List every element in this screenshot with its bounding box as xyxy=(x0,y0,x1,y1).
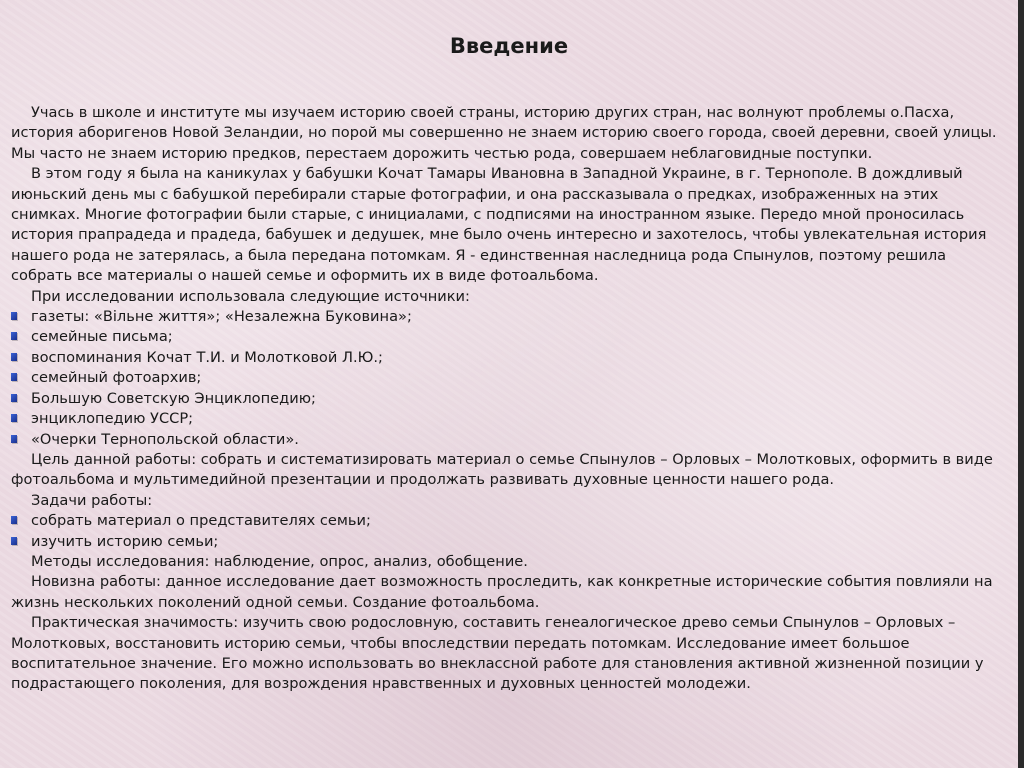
list-item: Большую Советскую Энциклопедию; xyxy=(11,389,1006,409)
list-item: газеты: «Вільне життя»; «Незалежна Буковина»; xyxy=(11,307,1006,327)
list-item: семейный фотоархив; xyxy=(11,368,1006,388)
sources-intro: При исследовании использовала следующие источники: xyxy=(31,287,470,305)
slide-title: Введение xyxy=(449,34,569,58)
novelty-paragraph: Новизна работы: данное исследование дает возможность проследить, как конкретные исторические события повлияли на жизнь нескольких поколений одной семьи. Создание фотоальбома. xyxy=(11,573,993,611)
goal-paragraph: Цель данной работы: собрать и систематизировать материал о семье Спынулов – Орловых – Молотковых, оформить в виде фотоальбома и мультимедийной презентации и продолжать развивать духовные ценности нашего рода. xyxy=(11,450,993,489)
bullet-icon xyxy=(11,373,17,381)
bullet-icon xyxy=(11,516,17,524)
list-item: энциклопедию УССР; xyxy=(11,409,1006,429)
tasks-list xyxy=(11,511,1006,552)
sources-list xyxy=(11,307,1006,450)
list-item: семейные письма; xyxy=(11,327,1006,347)
intro-paragraph: Учась в школе и институте мы изучаем историю своей страны, историю других стран, нас волнуют проблемы о.Пасха, история аборигенов Новой Зеландии, но порой мы совершенно не знаем историю своего города, своей деревни, своей улицы. Мы часто не знаем историю предков, перестаем дорожить честью рода, совершаем неблаговидные поступки. xyxy=(11,104,997,162)
bullet-icon xyxy=(11,414,17,422)
list-item: собрать материал о представителях семьи; xyxy=(11,511,1006,531)
list-item: воспоминания Кочат Т.И. и Молотковой Л.Ю.; xyxy=(11,348,1006,368)
methods-paragraph: Методы исследования: наблюдение, опрос, анализ, обобщение. xyxy=(31,552,528,570)
tasks-intro: Задачи работы: xyxy=(31,491,153,509)
list-item: «Очерки Тернопольской области». xyxy=(11,430,1006,450)
bullet-icon xyxy=(11,394,17,402)
significance-paragraph: Практическая значимость: изучить свою родословную, составить генеалогическое древо семьи Спынулов – Орловых – Молотковых, восстановить историю семьи, чтобы впоследствии передать потомкам. Исследование имеет большое воспитательное значение. Его можно использовать во внеклассной работе для становления активной жизненной позиции у подрастающего поколения, для возрождения нравственных и духовных ценностей молодежи. xyxy=(11,614,984,693)
list-item: изучить историю семьи; xyxy=(11,532,1006,552)
story-paragraph: В этом году я была на каникулах у бабушки Кочат Тамары Ивановна в Западной Украине, в г. Тернополе. В дождливый июньский день мы с бабушкой перебирали старые фотографии, и она рассказывала о предках, изображенных на этих снимках. Многие фотографии были старые, с инициалами, с подписями на иностранном языке. Передо мной проносилась история прапрадеда и прадеда, бабушек и дедушек, мне было очень интересно и захотелось, чтобы увлекательная история нашего рода не затерялась, а была передана потомкам. Я - единственная наследница рода Спынулов, поэтому решила собрать все материалы о нашей семье и оформить их в виде фотоальбома. xyxy=(11,165,987,285)
bullet-icon xyxy=(11,353,17,361)
slide-body xyxy=(11,103,1006,695)
bullet-icon xyxy=(11,312,17,320)
bullet-icon xyxy=(11,537,17,545)
right-edge xyxy=(1018,0,1024,768)
bullet-icon xyxy=(11,332,17,340)
bullet-icon xyxy=(11,435,17,443)
